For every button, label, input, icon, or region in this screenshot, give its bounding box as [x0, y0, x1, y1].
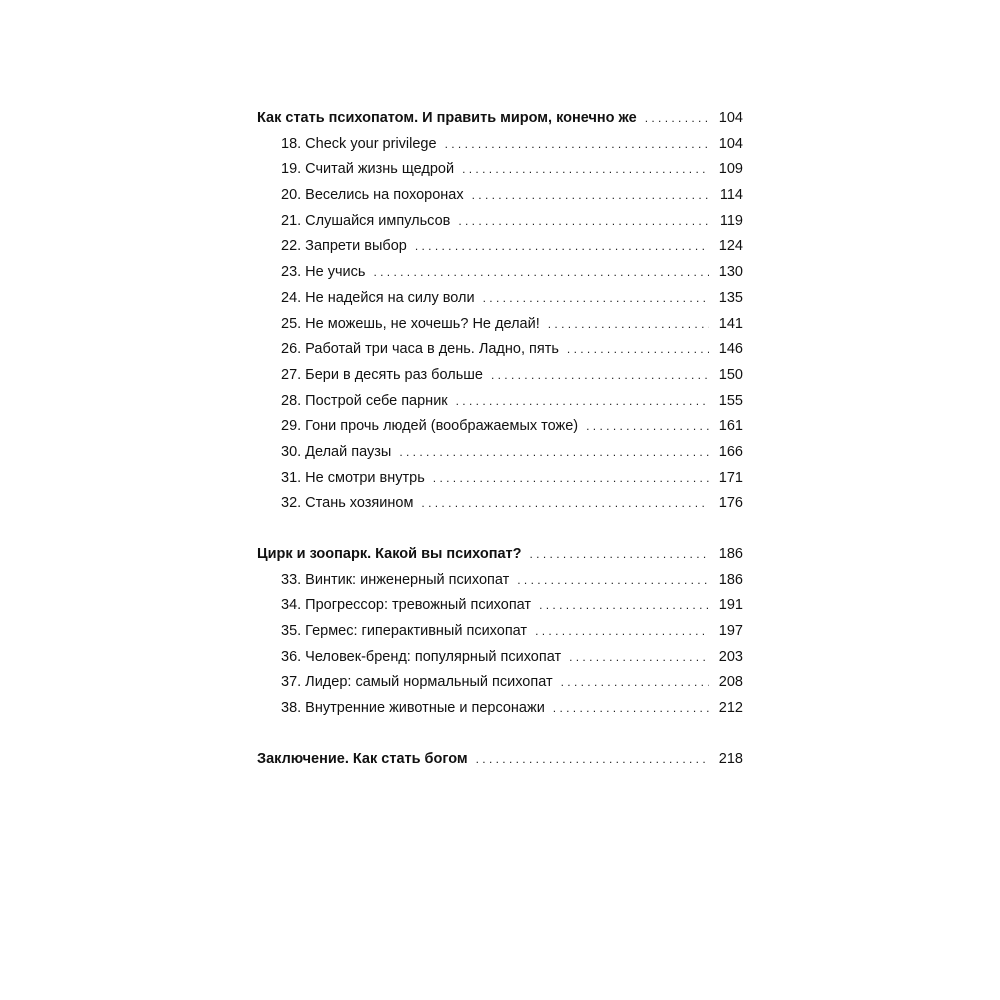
dot-leader: [561, 670, 709, 696]
toc-entry-title: 29. Гони прочь людей (воображаемых тоже): [281, 418, 579, 435]
toc-page-number: 135: [718, 289, 743, 306]
toc-section-heading[interactable]: [257, 747, 743, 773]
toc-entry-title: 27. Бери в десять раз больше: [281, 366, 483, 383]
toc-page-number: 186: [718, 546, 743, 562]
toc-page-number: 124: [718, 238, 743, 255]
dot-leader: [517, 568, 709, 594]
toc-entry[interactable]: [257, 414, 743, 440]
dot-leader: [567, 337, 709, 363]
toc-page-number: 104: [718, 110, 743, 126]
toc-entry-title: 26. Работай три часа в день. Ладно, пять: [281, 341, 559, 358]
toc-page-number: 218: [718, 750, 743, 767]
toc-section-heading[interactable]: [257, 542, 743, 568]
toc-heading-title: Как стать психопатом. И править миром, конечно же: [257, 110, 637, 126]
dot-leader: [399, 440, 709, 466]
toc-page-number: 109: [718, 161, 743, 178]
dot-leader: [456, 389, 709, 415]
toc-page-number: 203: [718, 648, 743, 665]
toc-section-heading[interactable]: [257, 106, 743, 132]
toc-entry-title: 18. Check your privilege: [281, 135, 437, 152]
dot-leader: [535, 619, 709, 645]
dot-leader: [458, 209, 709, 235]
toc-entry[interactable]: [257, 132, 743, 158]
dot-leader: [373, 260, 709, 286]
toc-entry-title: 20. Веселись на похоронах: [281, 187, 464, 204]
toc-entry-title: 37. Лидер: самый нормальный психопат: [281, 674, 553, 691]
toc-entry[interactable]: [257, 593, 743, 619]
toc-entry-title: 36. Человек-бренд: популярный психопат: [281, 648, 562, 665]
toc-entry-title: 19. Считай жизнь щедрой: [281, 161, 455, 178]
toc-entry[interactable]: [257, 645, 743, 671]
toc-entry[interactable]: [257, 363, 743, 389]
dot-leader: [548, 312, 709, 338]
toc-page-number: 146: [718, 341, 743, 358]
toc-entry[interactable]: [257, 260, 743, 286]
dot-leader: [472, 183, 709, 209]
toc-page-number: 114: [719, 187, 743, 204]
toc-page-number: 104: [718, 135, 743, 152]
toc-page-number: 191: [718, 597, 743, 614]
dot-leader: [539, 593, 709, 619]
toc-entry-title: 28. Построй себе парник: [281, 392, 448, 409]
toc-entry[interactable]: [257, 568, 743, 594]
toc-page-number: 161: [718, 418, 743, 435]
toc-heading-title: Цирк и зоопарк. Какой вы психопат?: [257, 546, 522, 562]
table-of-contents: [257, 106, 743, 798]
toc-entry[interactable]: [257, 619, 743, 645]
toc-page-number: 197: [718, 623, 743, 640]
toc-entry-title: 30. Делай паузы: [281, 443, 392, 460]
toc-entry[interactable]: [257, 337, 743, 363]
toc-page-number: 186: [718, 571, 743, 588]
toc-section-circus-zoo: [257, 542, 743, 722]
toc-entry[interactable]: [257, 286, 743, 312]
toc-page-number: 212: [718, 700, 743, 717]
dot-leader: [421, 491, 709, 517]
toc-page-number: 119: [719, 212, 743, 229]
toc-entry-title: 21. Слушайся импульсов: [281, 212, 451, 229]
toc-page-number: 208: [718, 674, 743, 691]
toc-entry[interactable]: [257, 209, 743, 235]
toc-entry-title: 23. Не учись: [281, 264, 366, 281]
toc-entry-title: 34. Прогрессор: тревожный психопат: [281, 597, 532, 614]
toc-entry-title: 22. Запрети выбор: [281, 238, 407, 255]
dot-leader: [483, 286, 709, 312]
dot-leader: [433, 466, 709, 492]
toc-entry[interactable]: [257, 183, 743, 209]
dot-leader: [491, 363, 709, 389]
toc-entry-title: 38. Внутренние животные и персонажи: [281, 700, 545, 717]
dot-leader: [569, 645, 709, 671]
toc-page-number: 171: [718, 469, 743, 486]
dot-leader: [445, 132, 709, 158]
toc-page-number: 166: [718, 443, 743, 460]
toc-page-number: 176: [718, 495, 743, 512]
toc-heading-title: Заключение. Как стать богом: [257, 750, 468, 767]
toc-entry[interactable]: [257, 389, 743, 415]
toc-entry-title: 33. Винтик: инженерный психопат: [281, 571, 510, 588]
toc-entry-title: 25. Не можешь, не хочешь? Не делай!: [281, 315, 540, 332]
toc-entry[interactable]: [257, 234, 743, 260]
toc-entry[interactable]: [257, 440, 743, 466]
toc-section-conclusion: [257, 747, 743, 773]
toc-page-number: 150: [718, 366, 743, 383]
toc-entry[interactable]: [257, 696, 743, 722]
toc-entry-title: 24. Не надейся на силу воли: [281, 289, 475, 306]
toc-entry[interactable]: [257, 491, 743, 517]
dot-leader: [586, 414, 709, 440]
toc-page-number: 155: [718, 392, 743, 409]
toc-entry[interactable]: [257, 312, 743, 338]
toc-entry[interactable]: [257, 466, 743, 492]
toc-section-psychopath: [257, 106, 743, 517]
dot-leader: [553, 696, 709, 722]
dot-leader: [415, 234, 709, 260]
toc-entry-title: 32. Стань хозяином: [281, 495, 414, 512]
dot-leader: [530, 542, 709, 568]
toc-page-number: 130: [718, 264, 743, 281]
dot-leader: [476, 747, 709, 773]
toc-entry-title: 35. Гермес: гиперактивный психопат: [281, 623, 528, 640]
dot-leader: [645, 106, 709, 132]
toc-entry[interactable]: [257, 670, 743, 696]
toc-entry[interactable]: [257, 157, 743, 183]
toc-entry-title: 31. Не смотри внутрь: [281, 469, 425, 486]
dot-leader: [462, 157, 709, 183]
toc-page-number: 141: [718, 315, 743, 332]
